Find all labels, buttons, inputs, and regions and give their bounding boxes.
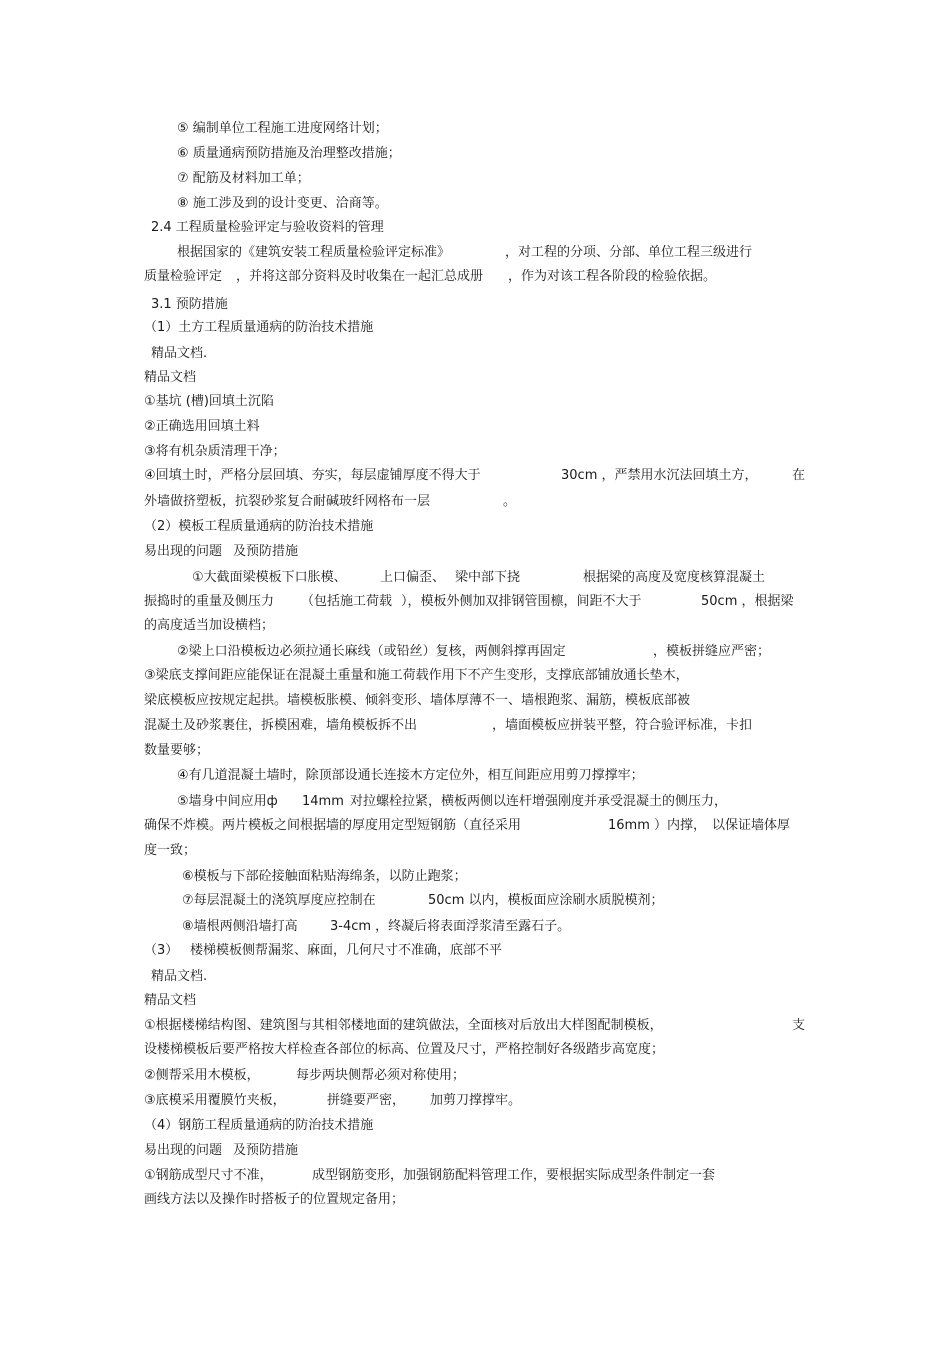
text-segment: ②侧帮采用木模板， (144, 1068, 260, 1083)
text-segment: 精品文档. (151, 969, 208, 984)
text-segment: 每步两块侧帮必须对称使用； (296, 1068, 466, 1083)
text-segment: 精品文档 (144, 370, 197, 385)
text-segment: ⑤墙身中间应用ф (177, 794, 278, 809)
text-segment: ①大截面梁模板下口胀模、 (192, 570, 347, 585)
text-segment: 精品文档. (151, 346, 208, 361)
text-segment: 。 (503, 494, 517, 509)
text-segment: ③将有机杂质清理干净； (144, 444, 286, 459)
text-segment: （4）钢筋工程质量通病的防治技术措施 (144, 1118, 374, 1133)
text-segment: 上口偏歪、 (380, 570, 446, 585)
text-segment: 确保不炸模。两片模板之间根据墙的厚度用定型短钢筋（直径采用 (144, 818, 522, 833)
text-segment: 支 (792, 1018, 806, 1033)
text-segment: 2.4 工程质量检验评定与验收资料的管理 (151, 220, 384, 235)
text-segment: （2）模板工程质量通病的防治技术措施 (144, 519, 374, 534)
text-segment: 梁底模板应按规定起拱。墙模板胀模、倾斜变形、墙体厚薄不一、墙根跑浆、漏筋，模板底部被 (144, 693, 691, 708)
text-segment: 对拉螺栓拉紧，横板两侧以连杆增强刚度并承受混凝土的侧压力， (350, 794, 728, 809)
text-segment: 设楼梯模板后要严格按大样检查各部位的标高、位置及尺寸，严格控制好各级踏步高宽度； (144, 1042, 665, 1057)
text-segment: 易出现的问题 (144, 544, 223, 559)
text-segment: （3） (144, 943, 179, 958)
text-segment: 易出现的问题 (144, 1143, 223, 1158)
text-segment: ④回填土时，严格分层回填、夯实，每层虚铺厚度不得大于 (144, 468, 481, 483)
text-segment: 以保证墙体厚 (712, 818, 791, 833)
text-segment: （包括施工荷载 (301, 594, 393, 609)
text-segment: 及预防措施 (233, 544, 299, 559)
text-segment: 画线方法以及操作时搭板子的位置规定备用； (144, 1192, 405, 1207)
text-segment: ，模板拼缝应严密； (653, 644, 771, 659)
text-segment: ⑦ 配筋及材料加工单； (177, 171, 310, 186)
text-segment: ⑤ 编制单位工程施工进度网络计划； (177, 121, 388, 136)
text-segment: 外墙做挤塑板，抗裂砂浆复合耐碱玻纤网格布一层 (144, 494, 431, 509)
text-segment: ⑧墙根两侧沿墙打高 (182, 919, 298, 934)
text-segment: （1）土方工程质量通病的防治技术措施 (144, 320, 374, 335)
text-segment: 混凝土及砂浆裹住，拆模困难，墙角模板拆不出 (144, 718, 418, 733)
text-segment: ②梁上口沿模板边必须拉通长麻线（或铅丝）复核，两侧斜撑再固定 (177, 644, 566, 659)
text-segment: ⑦每层混凝土的浇筑厚度应控制在 (182, 893, 376, 908)
text-segment: 3.1 预防措施 (151, 297, 228, 312)
text-segment: ，作为对该工程各阶段的检验依据。 (508, 269, 717, 284)
text-segment: ⑥ 质量通病预防措施及治理整改措施； (177, 146, 401, 161)
text-segment: ①根据楼梯结构图、建筑图与其相邻楼地面的建筑做法，全面核对后放出大样图配制模板， (144, 1018, 663, 1033)
text-segment: ②正确选用回填土料 (144, 419, 260, 434)
text-segment: 度一致； (144, 843, 197, 858)
text-segment: 的高度适当加设横档； (144, 618, 275, 633)
text-segment: 50cm 以内，模板面应涂刷水质脱模剂； (428, 893, 664, 908)
text-segment: 在 (792, 468, 806, 483)
text-segment: ①基坑 (槽)回填土沉陷 (144, 394, 274, 409)
text-segment: 加剪刀撑撑牢。 (430, 1093, 522, 1108)
text-segment: ④有几道混凝土墙时，除顶部设通长连接木方定位外，相互间距应用剪刀撑撑牢； (177, 768, 644, 783)
text-segment: 及预防措施 (233, 1143, 299, 1158)
text-segment: 拼缝要严密， (327, 1093, 406, 1108)
text-segment: ，对工程的分项、分部、单位工程三级进行 (505, 245, 753, 260)
text-segment: ），模板外侧加双排钢管围檩，间距不大于 (401, 594, 642, 609)
text-segment: 质量检验评定 (144, 269, 223, 284)
text-segment: ①钢筋成型尺寸不准， (144, 1168, 273, 1183)
text-segment: ⑥模板与下部砼接触面粘贴海绵条，以防止跑浆； (182, 869, 467, 884)
text-segment: 精品文档 (144, 993, 197, 1008)
text-segment: 根据梁的高度及宽度核算混凝土 (583, 570, 766, 585)
text-segment: 根据国家的《建筑安装工程质量检验评定标准》 (177, 245, 451, 260)
text-segment: 3-4cm ，终凝后将表面浮浆清至露石子。 (330, 919, 571, 934)
text-segment: 振捣时的重量及侧压力 (144, 594, 275, 609)
text-segment: ③梁底支撑间距应能保证在混凝土重量和施工荷载作用下不产生变形，支撑底部铺放通长垫木， (144, 668, 689, 683)
text-segment: 梁中部下挠 (455, 570, 521, 585)
text-segment: 数量要够； (144, 743, 210, 758)
text-segment: 30cm ，严禁用水沉法回填土方， (561, 468, 758, 483)
text-segment: ，墙面模板应拼装平整，符合验评标准，卡扣 (492, 718, 753, 733)
text-segment: 16mm ）内撑， (608, 818, 707, 833)
text-segment: ，并将这部分资料及时收集在一起汇总成册 (236, 269, 484, 284)
text-segment: 14mm (302, 794, 344, 809)
text-segment: 楼梯模板侧帮漏浆、麻面，几何尺寸不准确，底部不平 (190, 943, 503, 958)
text-segment: 成型钢筋变形，加强钢筋配料管理工作，要根据实际成型条件制定一套 (312, 1168, 716, 1183)
text-segment: 50cm ，根据梁 (701, 594, 794, 609)
text-segment: ⑧ 施工涉及到的设计变更、洽商等。 (177, 196, 388, 211)
text-segment: ③底模采用覆膜竹夹板， (144, 1093, 286, 1108)
